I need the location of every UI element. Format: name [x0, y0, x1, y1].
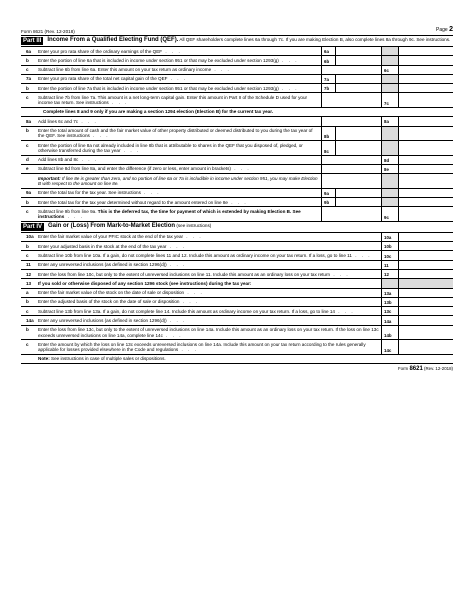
line-number: c: [26, 142, 29, 148]
line-text: [38, 340, 381, 354]
entry-box-label: 8c: [322, 141, 336, 155]
line-text-main: Enter the adjusted basis of the stock on the date of sale or disposition: [38, 299, 180, 305]
line-number: b: [26, 85, 29, 91]
entry-box-8b: [321, 127, 381, 141]
part-3-lines-b: [21, 117, 453, 174]
leader-dots: . . .: [166, 317, 187, 323]
line-number: b: [26, 199, 29, 205]
line-number: e: [26, 166, 29, 172]
entry-field-9a[interactable]: [336, 189, 381, 197]
form-line: [21, 340, 453, 355]
line-text: [38, 127, 321, 141]
blank-label: [322, 93, 336, 107]
form-line: [21, 156, 453, 165]
amount-field-14b[interactable]: [398, 326, 453, 340]
form-line: [21, 93, 453, 108]
line-text-main: Enter the portion of line 8a not already included in line 8b that is attributable to shares in the QEF that you disposed of, pledged, or otherwise transferred during the tax year: [38, 142, 303, 153]
blank-label: [322, 207, 336, 221]
shaded-cell: [381, 84, 398, 92]
entry-box-6a: [321, 47, 381, 55]
shaded-cell: [381, 127, 398, 141]
line-text: [38, 242, 381, 250]
line-number: b: [26, 128, 29, 134]
amount-field-9c[interactable]: [398, 207, 453, 221]
amount-field-8d[interactable]: [398, 156, 453, 164]
line-text-main: Enter your pro rata share of the total net capital gain of the QEF: [38, 76, 168, 82]
line-text-main: Enter the total tax for the tax year determined without regard to the amount entered on line 8e: [38, 199, 228, 205]
amount-box-label: 14c: [381, 340, 398, 354]
shaded-cell: [381, 141, 398, 155]
line-text-main: Enter the fair market value of the stock on the date of sale or disposition: [38, 290, 185, 296]
shaded-cell: [381, 75, 398, 83]
line-text: [38, 251, 381, 259]
entry-box-label: 6a: [322, 47, 336, 55]
line-text: [38, 261, 381, 269]
amount-field-10a[interactable]: [398, 233, 453, 241]
blank-middle: [321, 66, 381, 74]
amount-field-13c[interactable]: [398, 307, 453, 315]
amount-field-10c[interactable]: [398, 251, 453, 259]
leader-dots: . . .: [230, 166, 251, 172]
form-line: [21, 242, 453, 251]
form-id: Form 8621 (Rev. 12-2018): [21, 29, 75, 34]
amount-field-12[interactable]: [398, 270, 453, 278]
line-text: [38, 84, 321, 92]
part-3-tag: Part III: [23, 38, 42, 44]
line-text: [38, 270, 381, 278]
line-text: [38, 75, 321, 83]
line-number: c: [26, 252, 29, 258]
entry-box-label: 6b: [322, 56, 336, 64]
line-text-main: Subtract line 13b from line 13a. If a gain, do not complete line 14. Include this amount as ordinary income on your tax return. If a loss, go to line 14: [38, 308, 335, 314]
form-line: [21, 127, 453, 142]
entry-box-label: 9a: [322, 189, 336, 197]
leader-dots: . . .: [162, 332, 183, 338]
part-4-lines-a: [21, 233, 453, 279]
form-line: [21, 189, 453, 198]
line-text-main: Enter the portion of line 7a that is included in income under section 951 or that may be excluded under section 1293(g): [38, 85, 279, 91]
leader-dots: . . .: [167, 76, 188, 82]
blank-label: [322, 66, 336, 74]
line-text: [38, 207, 321, 221]
shaded-cell: [381, 56, 398, 64]
entry-box-label: 7b: [322, 84, 336, 92]
leader-dots: . . .: [179, 299, 200, 305]
line-text: [38, 233, 381, 241]
election-b-heading: Complete lines 8 and 9 only if you are making a section 1294 election (Election B) for the current tax year.: [21, 108, 453, 117]
form-line: [21, 75, 453, 84]
line-text: [38, 93, 321, 107]
line-number: c: [26, 67, 29, 73]
amount-column-blank: [398, 56, 453, 64]
entry-field-6b[interactable]: [336, 56, 381, 64]
amount-column-blank: [398, 47, 453, 55]
amount-field-13a[interactable]: [398, 289, 453, 297]
line-text-main: Subtract line 10b from line 10a. If a gain, do not complete lines 11 and 12. Include this amount as ordinary income on your tax return. If a loss, go to line 11: [38, 252, 352, 258]
entry-box-label: 9b: [322, 198, 336, 206]
line-number: 8a: [26, 118, 32, 124]
form-line: [21, 56, 453, 65]
line-number: c: [26, 94, 29, 100]
part-3-lines-c: [21, 189, 453, 222]
line-number: b: [26, 243, 29, 249]
line-number: 10a: [26, 234, 34, 240]
form-line: [21, 251, 453, 260]
line-text: [38, 165, 321, 173]
amount-field-11[interactable]: [398, 261, 453, 269]
entry-field-6a[interactable]: [336, 47, 381, 55]
entry-field-7a[interactable]: [336, 75, 381, 83]
line-number: 7a: [26, 76, 32, 82]
line-text: [38, 198, 321, 206]
amount-box-label: 14b: [381, 326, 398, 340]
entry-box-8c: [321, 141, 381, 155]
entry-box-7a: [321, 75, 381, 83]
line-text: [38, 56, 321, 64]
entry-box-9b: [321, 198, 381, 206]
leader-dots: . . .: [78, 157, 99, 163]
line-number: b: [26, 299, 29, 305]
line-text: [38, 47, 321, 55]
line-text-bold: This is the deferred tax, the time for payment of which is extended by making Election B. See instructions: [38, 208, 301, 220]
line-text: [38, 141, 321, 155]
amount-column-blank: [398, 75, 453, 83]
form-line: [21, 198, 453, 207]
part-4-note: Note: See instructions in case of multiple sales or dispositions.: [38, 356, 166, 362]
amount-column-blank: [398, 141, 453, 155]
form-line: [21, 207, 453, 222]
line-text: [38, 307, 381, 315]
page-footer: Form 8621 (Rev. 12-2018): [21, 363, 453, 373]
entry-box-label: 7a: [322, 75, 336, 83]
line-text-main: Subtract line 8d from line 8a, and enter the difference (if zero or less, enter amount in brackets): [38, 166, 231, 172]
form-line: [21, 307, 453, 316]
form-line: [21, 47, 453, 56]
amount-box-label: 11: [381, 261, 398, 269]
form-line: [21, 117, 453, 126]
blank-middle: [321, 117, 381, 125]
line-text-main: Add lines 8b and 8c: [38, 157, 79, 163]
amount-field-13b[interactable]: [398, 298, 453, 306]
line-text-main: Enter the loss from line 10c, but only to the extent of unreversed inclusions on line 11. Include this amount as an ordinary loss on your tax return: [38, 271, 331, 277]
blank-middle: [321, 93, 381, 107]
line-number: d: [26, 157, 29, 163]
form-line: [21, 316, 453, 325]
page-header: [21, 26, 453, 36]
leader-dots: . . .: [228, 199, 248, 205]
amount-field-7c[interactable]: [398, 93, 453, 107]
amount-box-label: 12: [381, 270, 398, 278]
line-text-main: Enter the total tax for the tax year. See instructions: [38, 190, 141, 196]
blank-label: [322, 117, 336, 125]
amount-box-label: 14a: [381, 316, 398, 324]
line-text: [38, 66, 321, 74]
amount-box-label: 10b: [381, 242, 398, 250]
leader-dots: . . .: [278, 85, 299, 91]
leader-dots: . . .: [64, 214, 84, 220]
amount-field-6c[interactable]: [398, 66, 453, 74]
line-number: 12: [26, 271, 32, 277]
line-text-main: Subtract line 9b from line 9a.: [38, 208, 97, 214]
amount-box-label: 9c: [381, 207, 398, 221]
leader-dots: . . .: [211, 67, 231, 73]
line-13-heading: 13 If you sold or otherwise disposed of any section 1296 stock (see instructions) during the tax year:: [21, 279, 453, 288]
shaded-cell: [381, 198, 398, 206]
line-text: [38, 298, 381, 306]
form-line: [21, 84, 453, 93]
line-number: 9a: [26, 190, 32, 196]
form-line: [21, 326, 453, 341]
line-text-main: Enter the amount by which the loss on line 13c exceeds unreversed inclusions on line 14a. Include this amount on your tax return according to the rules generally applicable for losses provided elsewhere in the Code and regulations: [38, 341, 366, 353]
amount-box-label: 6c: [381, 66, 398, 74]
amount-column-blank: [398, 84, 453, 92]
leader-dots: . . .: [334, 308, 355, 314]
form-line: [21, 165, 453, 174]
form-page: [21, 26, 453, 373]
entry-box-7b: [321, 84, 381, 92]
part-3-title: Income From a Qualified Electing Fund (QEF). All QEF shareholders complete lines 6a through 7c. If you are making Election B, also complete lines 8a through 9c. See instructions.: [47, 37, 451, 43]
line-text: [38, 117, 321, 125]
leader-dots: . . .: [278, 57, 299, 63]
blank-middle: [321, 207, 381, 221]
line-number: 6a: [26, 48, 32, 54]
part-4-header: [21, 222, 453, 233]
leader-dots: . . .: [120, 147, 141, 153]
part-4-title: Gain or (Loss) From Mark-to-Market Election (see instructions): [48, 222, 212, 229]
amount-box-label: 10a: [381, 233, 398, 241]
amount-box-label: 13a: [381, 289, 398, 297]
leader-dots: . . .: [178, 347, 198, 353]
line-number: b: [26, 57, 29, 63]
line-text-main: Enter the loss from line 13c, but only to the extent of unreversed inclusions on line 14a. Include this amount as an ordinary loss on your tax return. If the loss on line 13c exceeds unreversed inclusions on line 14a, complete line 14c: [38, 327, 379, 338]
part-3-lines-a: [21, 47, 453, 108]
form-line: [21, 289, 453, 298]
leader-dots: . . .: [351, 252, 372, 258]
form-line: [21, 233, 453, 242]
amount-box-label: 7c: [381, 93, 398, 107]
part-4-lines-b: [21, 289, 453, 355]
line-text: [38, 189, 321, 197]
amount-field-14a[interactable]: [398, 316, 453, 324]
line-text-main: Enter your adjusted basis in the stock at the end of the tax year: [38, 243, 167, 249]
line-number: a: [26, 290, 29, 296]
leader-dots: . . .: [89, 133, 110, 139]
leader-dots: . . .: [330, 271, 350, 277]
amount-box-label: 8e: [381, 165, 398, 173]
entry-field-7b[interactable]: [336, 84, 381, 92]
entry-box-label: 8b: [322, 127, 336, 141]
line-text-main: Enter your pro rata share of the ordinary earnings of the QEF: [38, 48, 163, 54]
amount-box-label: 8d: [381, 156, 398, 164]
form-line: [21, 270, 453, 279]
line-number: 14a: [26, 317, 34, 323]
line-text-main: Enter any unreversed inclusions (as defined in section 1296(d)): [38, 262, 167, 268]
blank-middle: [321, 156, 381, 164]
entry-box-9a: [321, 189, 381, 197]
part-3-header: [21, 36, 453, 47]
amount-column-blank: [398, 198, 453, 206]
leader-dots: . . .: [140, 190, 161, 196]
entry-field-9b[interactable]: [336, 198, 381, 206]
amount-field-10b[interactable]: [398, 242, 453, 250]
line-text-main: Enter any unreversed inclusions (as defined in section 1296(d)): [38, 317, 167, 323]
important-note: Important: If line 8e is greater than zero, and no portion of line 6a or 7a is includible in income under section 951, you may make Election B with respect to the amount on line 8e.: [21, 174, 453, 189]
form-line: [21, 141, 453, 156]
line-number: c: [26, 308, 29, 314]
line-text-main: Enter the portion of line 6a that is included in income under section 951 or that may be excluded under section 1293(g): [38, 57, 279, 63]
part-4-tag: Part IV: [23, 223, 43, 230]
shaded-cell: [381, 47, 398, 55]
line-text-main: Subtract line 6b from line 6a. Enter this amount on your tax return as ordinary income: [38, 67, 212, 73]
form-line: [21, 298, 453, 307]
amount-field-8e[interactable]: [398, 165, 453, 173]
line-text: [38, 289, 381, 297]
leader-dots: . . .: [166, 243, 187, 249]
leader-dots: . . .: [108, 100, 129, 106]
entry-field-8b[interactable]: [336, 127, 381, 141]
line-text-main: Enter the total amount of cash and the fair market value of other property distributed or deemed distributed to you during the tax year of the QEF. See instructions: [38, 128, 313, 139]
page-number: Page 2: [436, 26, 453, 33]
amount-field-8a[interactable]: [398, 117, 453, 125]
amount-field-14c[interactable]: [398, 340, 453, 354]
blank-label: [322, 165, 336, 173]
line-text-main: Add lines 6c and 7c: [38, 118, 79, 124]
leader-dots: . . .: [162, 48, 182, 54]
amount-column-blank: [398, 127, 453, 141]
amount-box-label: 13c: [381, 307, 398, 315]
line-text-main: Enter the fair market value of your PFIC stock at the end of the tax year: [38, 234, 184, 240]
line-text: [38, 326, 381, 340]
entry-box-6b: [321, 56, 381, 64]
line-number: c: [26, 208, 29, 214]
amount-box-label: 8a: [381, 117, 398, 125]
amount-box-label: 13b: [381, 298, 398, 306]
line-text: [38, 316, 381, 324]
line-number: c: [26, 341, 29, 347]
blank-middle: [321, 165, 381, 173]
shaded-cell: [381, 189, 398, 197]
line-number: b: [26, 327, 29, 333]
form-line: [21, 66, 453, 75]
line-text: [38, 156, 321, 164]
blank-label: [322, 156, 336, 164]
leader-dots: . . .: [183, 234, 203, 240]
amount-column-blank: [398, 189, 453, 197]
entry-field-8c[interactable]: [336, 141, 381, 155]
leader-dots: . . .: [166, 262, 187, 268]
form-line: [21, 261, 453, 270]
leader-dots: . . .: [184, 290, 204, 296]
leader-dots: . . .: [78, 118, 98, 124]
line-number: 11: [26, 262, 31, 268]
amount-box-label: 10c: [381, 251, 398, 259]
line-text-main: Subtract line 7b from line 7a. This amount is a net long-term capital gain. Enter this amount in Part II of the Schedule D used for your income tax return. See instructions: [38, 94, 308, 106]
